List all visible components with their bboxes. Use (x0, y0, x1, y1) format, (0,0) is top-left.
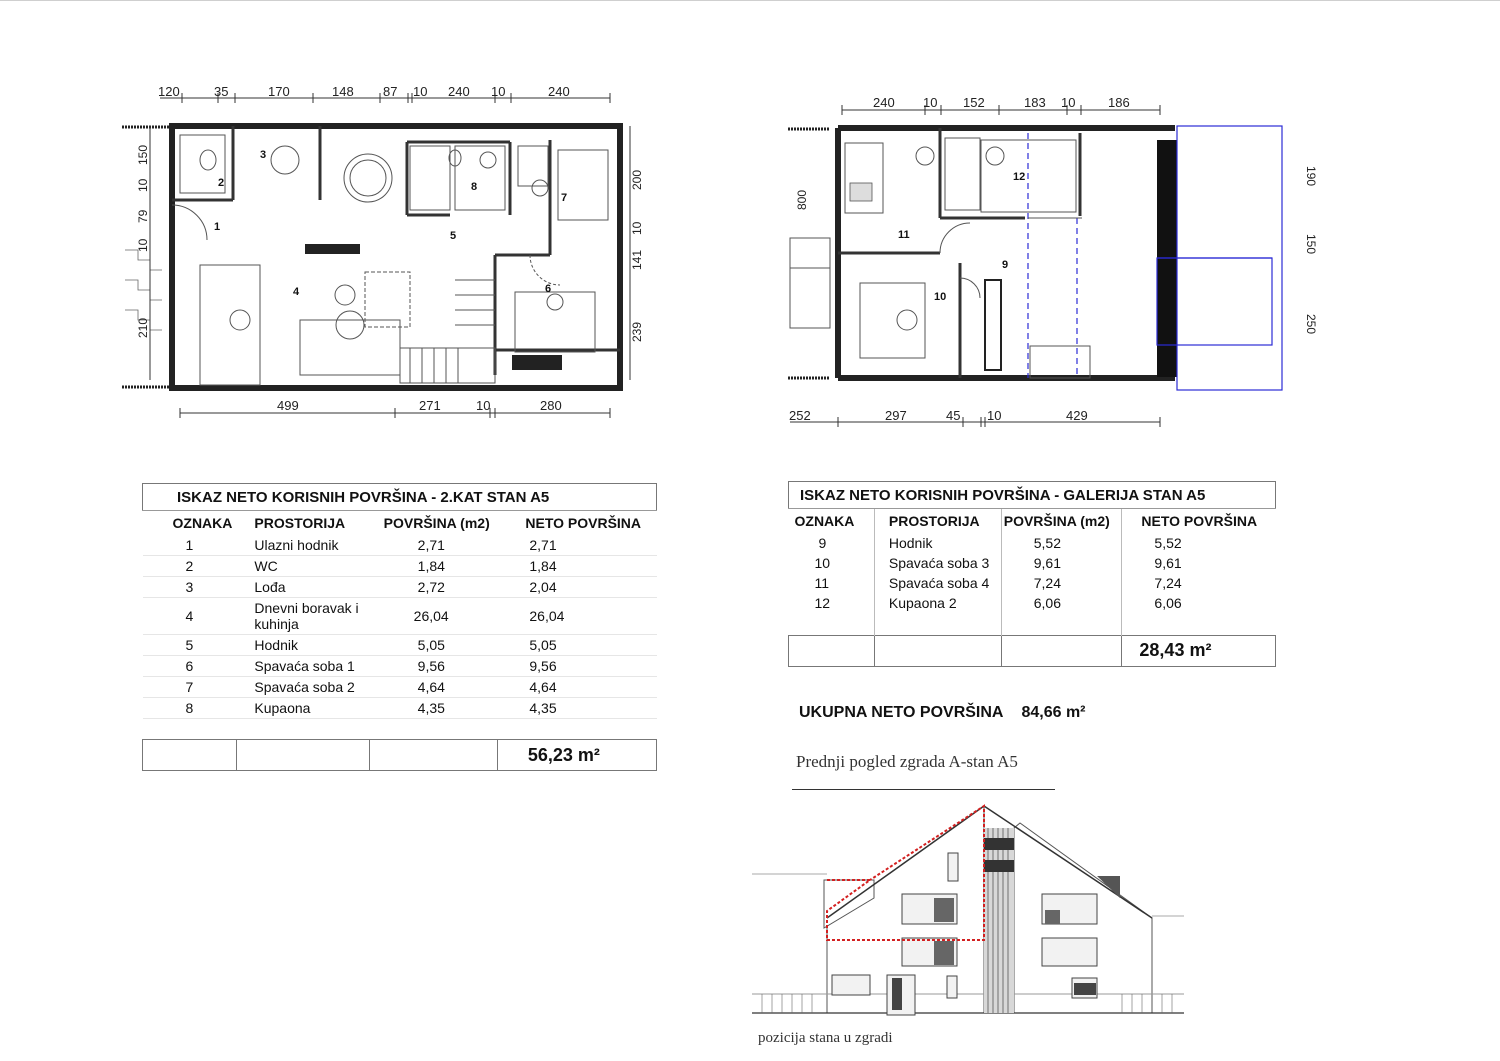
row-area: 6,06 (1001, 593, 1122, 613)
col-header-neto: NETO POVRŠINA (525, 515, 642, 531)
dim-top-1: 120 (158, 84, 180, 99)
dim-top-7: 240 (448, 84, 470, 99)
table-row (789, 533, 1276, 553)
table-row (789, 553, 1276, 573)
room-number-3: 3 (260, 149, 267, 161)
row-id: 4 (143, 598, 237, 635)
row-room: Spavaća soba 2 (236, 677, 369, 698)
gal-dim-bottom-1: 252 (789, 408, 811, 423)
facade-elevation (752, 798, 1187, 1018)
col-header-oznaka: OZNAKA (172, 515, 233, 531)
table-row (789, 573, 1276, 593)
gal-dim-left-1: 800 (795, 189, 809, 210)
row-area: 5,52 (1001, 533, 1122, 553)
room-number-11: 11 (898, 229, 910, 241)
floor-plan-galerija (785, 88, 1320, 433)
table-total: 56,23 m² (497, 740, 656, 771)
row-net: 5,05 (497, 635, 656, 656)
facade-title: Prednji pogled zgrada A-stan A5 (796, 752, 1018, 771)
dim-top-8: 10 (491, 84, 506, 99)
col-header-prostorija: PROSTORIJA (254, 515, 346, 531)
room-number-10: 10 (934, 291, 947, 303)
dim-bottom-4: 280 (540, 398, 562, 413)
gal-dim-right-1: 190 (1304, 166, 1318, 187)
row-room: Spavaća soba 3 (874, 553, 1001, 573)
grand-total (799, 704, 1086, 722)
grand-total-value: 84,66 m² (1021, 704, 1086, 721)
dim-left-2: 10 (136, 178, 150, 192)
row-id: 6 (143, 656, 237, 677)
table-row (143, 698, 657, 719)
table-total-row (143, 740, 657, 771)
facade-caption: pozicija stana u zgradi (758, 1030, 893, 1046)
row-net: 2,71 (497, 535, 656, 556)
gal-dim-top-5: 10 (1061, 95, 1076, 110)
dim-left-4: 10 (136, 238, 150, 252)
row-room: Spavaća soba 1 (236, 656, 369, 677)
row-area: 5,05 (370, 635, 498, 656)
room-number-5: 5 (450, 230, 457, 242)
col-header-povrsina: POVRŠINA (m2) (383, 515, 490, 531)
dim-right-4: 239 (630, 321, 644, 342)
row-id: 9 (818, 535, 827, 551)
dim-right-3: 141 (630, 249, 644, 270)
area-table-2kat (142, 483, 657, 771)
row-room: Dnevni boravak i kuhinja (236, 598, 369, 635)
room-number-4: 4 (293, 286, 300, 298)
grand-total-label: UKUPNA NETO POVRŠINA (799, 704, 1004, 721)
gal-dim-top-4: 183 (1024, 95, 1046, 110)
gal-dim-right-2: 150 (1304, 234, 1318, 255)
table-total: 28,43 m² (1122, 635, 1276, 666)
gal-dim-bottom-2: 297 (885, 408, 907, 423)
room-number-9: 9 (1002, 259, 1009, 271)
row-id: 8 (143, 698, 237, 719)
row-area: 4,35 (370, 698, 498, 719)
table-row (143, 577, 657, 598)
dim-top-2: 35 (214, 84, 229, 99)
gal-dim-right-3: 250 (1304, 314, 1318, 335)
row-net: 5,52 (1122, 533, 1276, 553)
row-id: 5 (143, 635, 237, 656)
col-header-povrsina: POVRŠINA (m2) (1001, 509, 1122, 534)
row-net: 26,04 (497, 598, 656, 635)
row-area: 4,64 (370, 677, 498, 698)
row-id: 1 (143, 535, 237, 556)
row-room: WC (236, 556, 369, 577)
room-number-12: 12 (1013, 171, 1026, 183)
dim-top-9: 240 (548, 84, 570, 99)
table-title: ISKAZ NETO KORISNIH POVRŠINA - 2.KAT STAN A5 (143, 484, 657, 511)
row-id: 3 (143, 577, 237, 598)
dim-left-1: 150 (136, 144, 150, 165)
table-total-row (789, 635, 1276, 666)
gal-dim-bottom-5: 429 (1066, 408, 1088, 423)
table-title: ISKAZ NETO KORISNIH POVRŠINA - GALERIJA STAN A5 (789, 482, 1276, 509)
row-room: Lođa (236, 577, 369, 598)
row-area: 26,04 (370, 598, 498, 635)
row-room: Kupaona 2 (874, 593, 1001, 613)
dim-left-5: 210 (136, 317, 150, 338)
dim-left-3: 79 (136, 209, 150, 223)
table-row (143, 535, 657, 556)
area-table-galerija (788, 481, 1276, 667)
gal-dim-bottom-3: 45 (946, 408, 961, 423)
room-number-7: 7 (561, 192, 568, 204)
room-number-6: 6 (545, 283, 552, 295)
row-area: 2,71 (370, 535, 498, 556)
table-row (143, 677, 657, 698)
row-area: 2,72 (370, 577, 498, 598)
row-room: Kupaona (236, 698, 369, 719)
row-id: 2 (143, 556, 237, 577)
row-net: 2,04 (497, 577, 656, 598)
row-room: Hodnik (236, 635, 369, 656)
row-net: 4,35 (497, 698, 656, 719)
dim-bottom-3: 10 (476, 398, 491, 413)
table-row (143, 656, 657, 677)
col-header-oznaka: OZNAKA (794, 513, 855, 529)
dim-right-1: 200 (630, 169, 644, 190)
gal-dim-top-1: 240 (873, 95, 895, 110)
row-room: Hodnik (874, 533, 1001, 553)
row-area: 9,56 (370, 656, 498, 677)
row-net: 7,24 (1122, 573, 1276, 593)
row-room: Spavaća soba 4 (874, 573, 1001, 593)
floor-plan-2kat (110, 80, 644, 425)
row-net: 4,64 (497, 677, 656, 698)
dim-top-4: 148 (332, 84, 354, 99)
row-room: Ulazni hodnik (236, 535, 369, 556)
room-number-2: 2 (218, 177, 225, 189)
dim-top-3: 170 (268, 84, 290, 99)
row-id: 10 (814, 555, 831, 571)
row-net: 9,56 (497, 656, 656, 677)
row-id: 11 (814, 575, 830, 591)
facade-title-rule (792, 789, 1055, 790)
gal-dim-top-2: 10 (923, 95, 938, 110)
table-row (789, 593, 1276, 613)
table-row (143, 556, 657, 577)
col-header-neto: NETO POVRŠINA (1122, 509, 1276, 534)
dim-top-6: 10 (413, 84, 428, 99)
row-id: 7 (143, 677, 237, 698)
row-area: 7,24 (1001, 573, 1122, 593)
col-header-prostorija: PROSTORIJA (874, 509, 1001, 534)
row-area: 9,61 (1001, 553, 1122, 573)
gal-dim-top-3: 152 (963, 95, 985, 110)
row-net: 1,84 (497, 556, 656, 577)
row-net: 6,06 (1122, 593, 1276, 613)
room-number-8: 8 (471, 181, 478, 193)
room-number-1: 1 (214, 221, 221, 233)
table-row (143, 635, 657, 656)
gal-dim-bottom-4: 10 (987, 408, 1002, 423)
dim-bottom-2: 271 (419, 398, 441, 413)
dim-top-5: 87 (383, 84, 398, 99)
table-row (143, 598, 657, 635)
row-area: 1,84 (370, 556, 498, 577)
row-id: 12 (814, 595, 831, 611)
row-net: 9,61 (1122, 553, 1276, 573)
dim-right-2: 10 (630, 221, 644, 235)
gal-dim-top-6: 186 (1108, 95, 1130, 110)
top-rule (0, 0, 1500, 1)
dim-bottom-1: 499 (277, 398, 299, 413)
